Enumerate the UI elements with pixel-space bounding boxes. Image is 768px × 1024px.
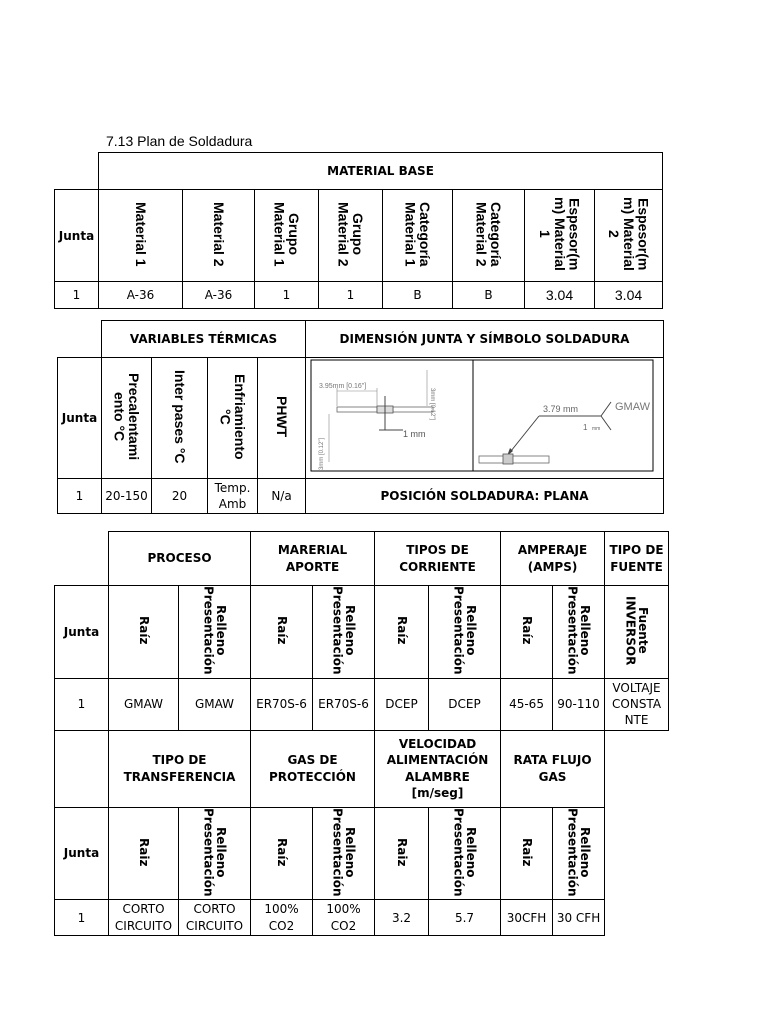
col-material-2: Material 2: [210, 201, 227, 267]
cell-categoria-2: B: [453, 282, 525, 309]
cell-velocidad-raiz: 3.2: [375, 900, 429, 936]
cell-amperaje-relleno: 90-110: [553, 678, 605, 730]
cell-espesor-2: 3.04: [595, 282, 663, 309]
cell-espesor-1: 3.04: [525, 282, 595, 309]
proceso-header: PROCESO: [109, 532, 251, 586]
cell-precalentamiento: 20-150: [102, 479, 152, 514]
dimension-junta-header: DIMENSIÓN JUNTA Y SÍMBOLO SOLDADURA: [306, 321, 664, 358]
cell-gas-relleno: 100% CO2: [313, 900, 375, 936]
cell-junta: 1: [55, 678, 109, 730]
cell-gas-raiz: 100% CO2: [251, 900, 313, 936]
sub-rata-raiz: Raiz: [519, 837, 534, 867]
velocidad-alimentacion-header: VELOCIDAD ALIMENTACIÓN ALAMBRE [m/seg]: [375, 730, 501, 807]
col-espesor-material-1: Espesor(m m) Material 1: [537, 197, 583, 271]
sub-aporte-raiz: Raíz: [274, 616, 289, 645]
variables-termicas-header: VARIABLES TÉRMICAS: [102, 321, 306, 358]
material-base-table: [54, 152, 663, 309]
empty-corner: [55, 153, 99, 190]
label-process: GMAW: [614, 401, 650, 413]
cell-phwt: N/a: [258, 479, 306, 514]
col-grupo-material-2: Grupo Material 2: [335, 201, 367, 267]
rata-flujo-gas-header: RATA FLUJO GAS: [501, 730, 605, 807]
cell-junta: 1: [55, 900, 109, 936]
cell-aporte-relleno: ER70S-6: [313, 678, 375, 730]
cell-transferencia-relleno: CORTO CIRCUITO: [179, 900, 251, 936]
col-grupo-material-1: Grupo Material 1: [271, 201, 303, 267]
variables-termicas-table: [57, 320, 664, 514]
col-categoria-material-2: Categoría Material 2: [473, 201, 505, 267]
label-thk-bottom: 3mm [0.12"]: [318, 437, 325, 470]
sub-rata-relleno: Relleno Presentación: [565, 807, 593, 897]
sub-gas-relleno: Relleno Presentación: [330, 807, 358, 897]
process-table: [54, 531, 669, 936]
cell-velocidad-relleno: 5.7: [429, 900, 501, 936]
blank-cell: [605, 900, 669, 936]
label-root: 1: [582, 423, 587, 432]
sub-transferencia-raiz: Raiz: [136, 837, 151, 867]
cell-grupo-2: 1: [319, 282, 383, 309]
cell-material-2: A-36: [183, 282, 255, 309]
label-width: 3.95mm [0.16"]: [318, 383, 366, 390]
col-enfriamiento: Enfriamiento °C: [217, 373, 249, 460]
cell-corriente-relleno: DCEP: [429, 678, 501, 730]
sub-gas-raiz: Raíz: [274, 837, 289, 867]
cell-enfriamiento: Temp. Amb: [208, 479, 258, 514]
sub-velocidad-raiz: Raiz: [394, 837, 409, 867]
gas-proteccion-header: GAS DE PROTECCIÓN: [251, 730, 375, 807]
document-title: 7.13 Plan de Soldadura: [106, 133, 253, 149]
blank-cell: [605, 730, 669, 807]
empty-corner-2: [55, 730, 109, 807]
col-inter-pases: Inter pases °C: [171, 369, 188, 464]
label-thk-top: 3mm [0.12"]: [428, 388, 435, 421]
junta-label: Junta: [55, 807, 109, 900]
tipo-fuente-header: TIPO DE FUENTE: [605, 532, 669, 586]
cell-transferencia-raiz: CORTO CIRCUITO: [109, 900, 179, 936]
label-mm: mm: [591, 426, 600, 432]
material-base-header: MATERIAL BASE: [99, 153, 663, 190]
cell-proceso-raiz: GMAW: [109, 678, 179, 730]
col-espesor-material-2: Espesor(m m) Material 2: [606, 197, 652, 271]
col-phwt: PHWT: [273, 395, 290, 438]
cell-junta: 1: [58, 479, 102, 514]
junta-label: Junta: [55, 190, 99, 282]
joint-drawing-cell: [306, 358, 664, 479]
cell-aporte-raiz: ER70S-6: [251, 678, 313, 730]
empty-corner: [55, 532, 109, 586]
cell-grupo-1: 1: [255, 282, 319, 309]
material-aporte-header: MARERIAL APORTE: [251, 532, 375, 586]
blank-cell: [605, 807, 669, 900]
label-size: 3.79 mm: [542, 404, 578, 414]
sub-fuente-inversor: Fuente INVERSOR: [623, 595, 651, 665]
junta-label: Junta: [55, 586, 109, 679]
tipo-transferencia-header: TIPO DE TRANSFERENCIA: [109, 730, 251, 807]
empty-corner: [58, 321, 102, 358]
cell-rata-relleno: 30 CFH: [553, 900, 605, 936]
junta-label: Junta: [58, 358, 102, 479]
cell-amperaje-raiz: 45-65: [501, 678, 553, 730]
cell-fuente: VOLTAJE CONSTA NTE: [605, 678, 669, 730]
sub-proceso-raiz: Raíz: [136, 616, 151, 645]
cell-categoria-1: B: [383, 282, 453, 309]
col-material-1: Material 1: [132, 201, 149, 267]
tipos-corriente-header: TIPOS DE CORRIENTE: [375, 532, 501, 586]
sub-transferencia-relleno: Relleno Presentación: [201, 807, 229, 897]
cell-inter-pases: 20: [152, 479, 208, 514]
col-categoria-material-1: Categoría Material 1: [402, 201, 434, 267]
cell-material-1: A-36: [99, 282, 183, 309]
label-gap: 1 mm: [402, 429, 426, 439]
amperaje-header: AMPERAJE (AMPS): [501, 532, 605, 586]
cell-junta: 1: [55, 282, 99, 309]
cell-rata-raiz: 30CFH: [501, 900, 553, 936]
sub-amperaje-raiz: Raíz: [519, 616, 534, 645]
sub-corriente-raiz: Raíz: [394, 616, 409, 645]
sub-proceso-relleno: Relleno Presentación: [201, 586, 229, 675]
cell-corriente-raiz: DCEP: [375, 678, 429, 730]
sub-velocidad-relleno: Relleno Presentación: [451, 807, 479, 897]
joint-drawing: [307, 358, 663, 475]
cell-proceso-relleno: GMAW: [179, 678, 251, 730]
sub-amperaje-relleno: Relleno Presentación: [565, 586, 593, 675]
posicion-soldadura: POSICIÓN SOLDADURA: PLANA: [306, 479, 664, 514]
col-precalentamiento: Precalentami ento °C: [111, 372, 143, 461]
sub-corriente-relleno: Relleno Presentación: [451, 586, 479, 675]
sub-aporte-relleno: Relleno Presentación: [330, 586, 358, 675]
